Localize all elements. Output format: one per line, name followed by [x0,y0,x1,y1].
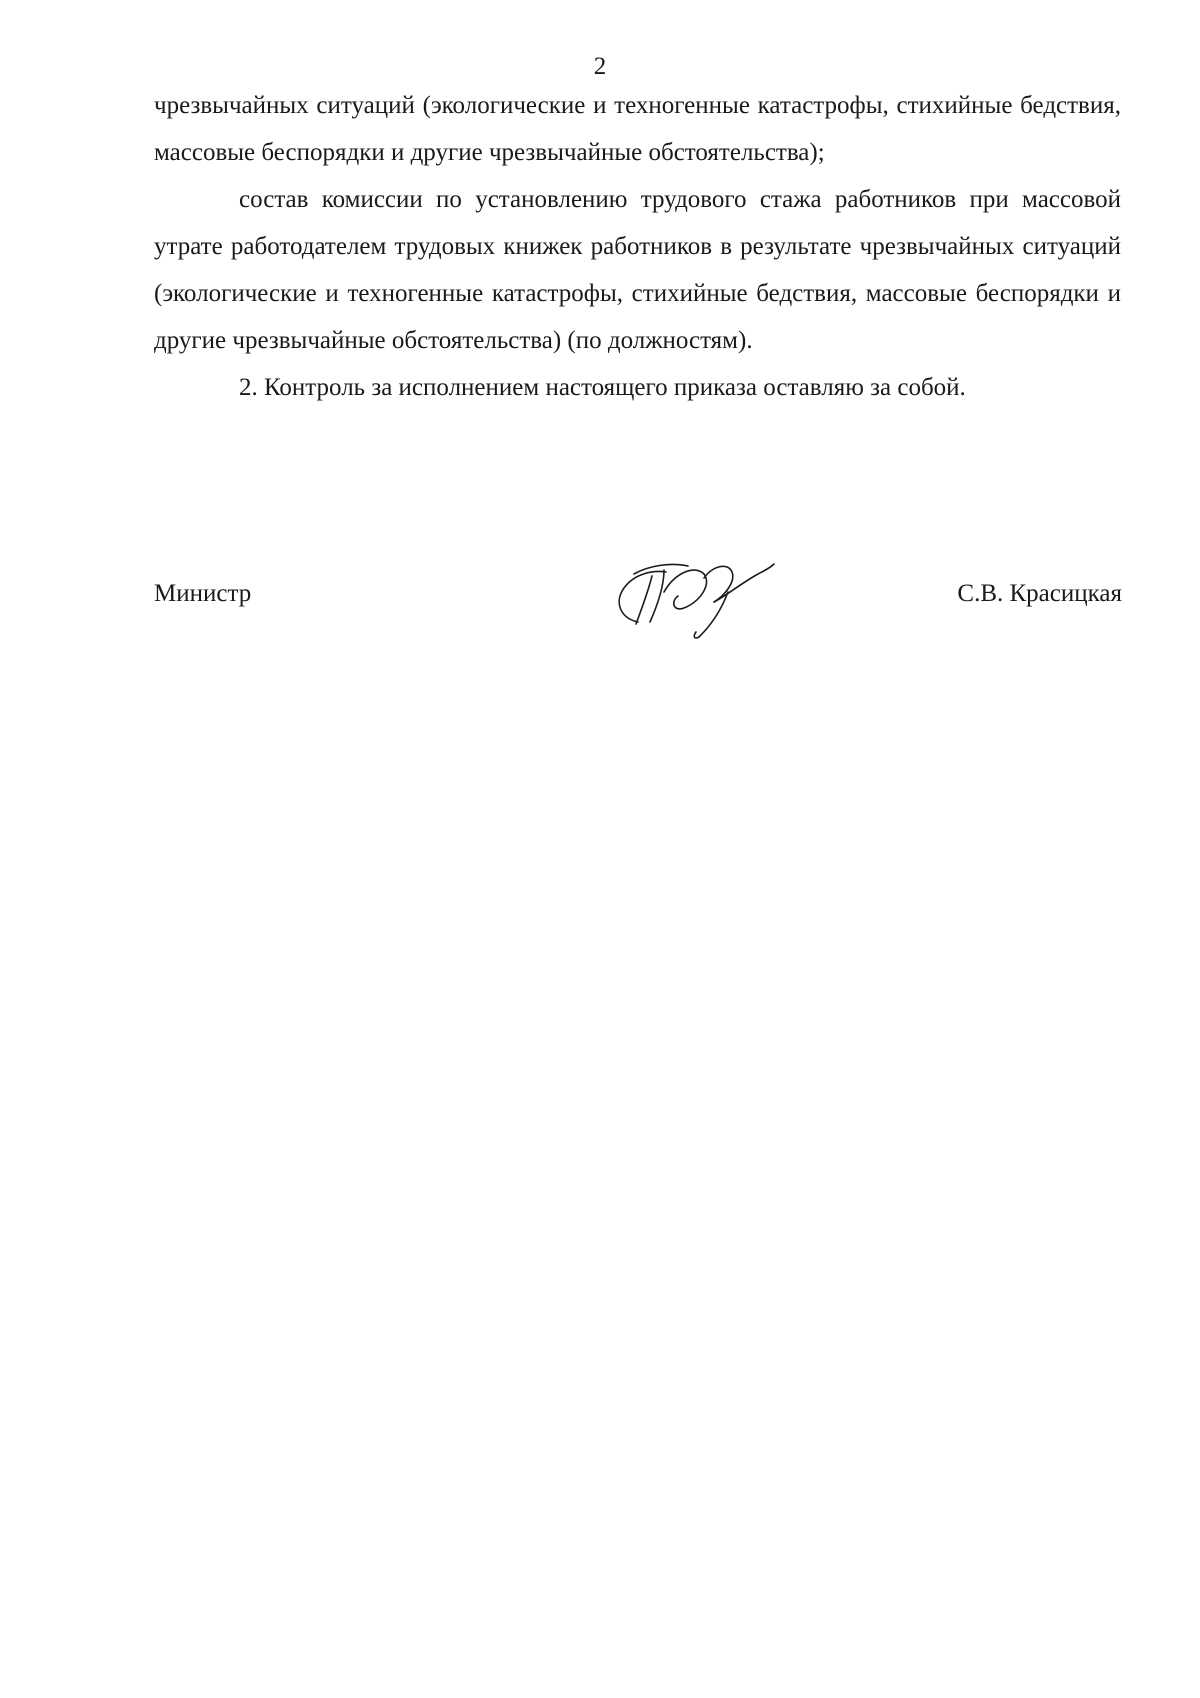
signatory-name: С.В. Красицкая [957,580,1122,607]
document-body [154,82,1121,411]
page-number: 2 [593,53,607,80]
handwritten-signature [608,552,776,640]
paragraph-continuation: чрезвычайных ситуаций (экологические и техногенные катастрофы, стихийные бедствия, массовые беспорядки и другие чрезвычайные обстоятельства); [154,92,1121,166]
paragraph-control-clause: 2. Контроль за исполнением настоящего приказа оставляю за собой. [239,374,966,401]
paragraph-commission-composition: состав комиссии по установлению трудового стажа работников при массовой утрате работодателем трудовых книжек работников в результате чрезвычайных ситуаций (экологические и техногенные катастрофы, стихийные бедствия, массовые беспорядки и другие чрезвычайные обстоятельства) (по должностям). [154,186,1121,354]
signatory-title: Министр [154,580,252,607]
